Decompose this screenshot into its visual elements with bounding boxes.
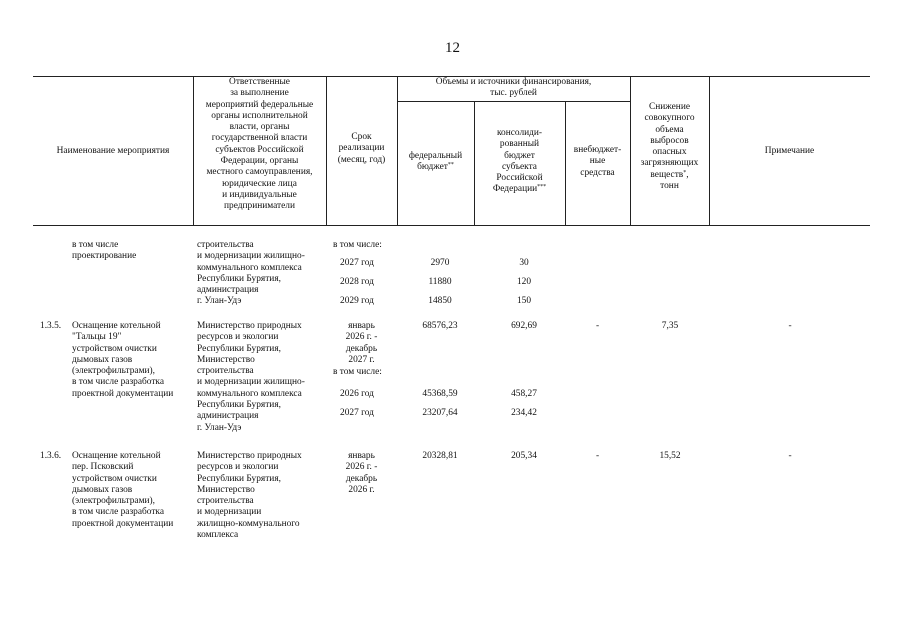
header-reduction-line: опасных bbox=[652, 147, 687, 158]
cont-federal-2: 11880 bbox=[428, 277, 452, 287]
row1-year-2: 2027 год bbox=[340, 408, 374, 418]
row-name-2 bbox=[72, 451, 173, 530]
row-name-line: в том числе разработка bbox=[72, 507, 165, 518]
row-term-2 bbox=[326, 451, 397, 496]
header-responsible-line: субъектов Российской bbox=[215, 144, 304, 155]
cont-regional-1: 30 bbox=[519, 258, 529, 268]
row-responsible-line: Республики Бурятия, bbox=[197, 473, 281, 484]
header-financing bbox=[397, 77, 630, 100]
row-term-line: 2026 г. - bbox=[345, 332, 378, 343]
header-responsible-line: предприниматели bbox=[223, 201, 295, 212]
row-responsible-line: и модернизации bbox=[197, 507, 262, 518]
header-responsible-line: Ответственные bbox=[229, 77, 290, 87]
header-term-line: Срок bbox=[351, 132, 372, 142]
row-number-2: 1.3.6. bbox=[40, 451, 62, 461]
cont-year-1: 2027 год bbox=[340, 258, 374, 268]
table-header-bottom-border bbox=[33, 225, 870, 226]
header-reduction-line: загрязняющих bbox=[640, 158, 699, 169]
row-responsible-line: Министерство природных bbox=[197, 321, 302, 331]
row-term-line: декабрь bbox=[345, 343, 378, 354]
cont-federal-3: 14850 bbox=[428, 296, 452, 306]
row1-federal-2: 23207,64 bbox=[422, 408, 458, 418]
header-term bbox=[326, 132, 397, 166]
header-name: Наименование мероприятия bbox=[56, 146, 170, 156]
header-responsible-line: местного самоуправления, bbox=[206, 167, 313, 178]
cont-year-3: 2029 год bbox=[340, 296, 374, 306]
header-responsible-line: за выполнение bbox=[230, 88, 289, 99]
header-reduction-line: выбросов bbox=[650, 135, 689, 146]
row-term-line: январь bbox=[348, 321, 375, 331]
header-term-line: реализации bbox=[338, 143, 385, 154]
header-responsible-line: мероприятий федеральные bbox=[205, 99, 314, 110]
header-consolidated: консолиди- рованный бюджет субъекта Российской Федерации*** bbox=[492, 128, 547, 195]
continuation-responsible bbox=[197, 240, 305, 308]
row1-federal-1: 45368,59 bbox=[422, 389, 458, 399]
row-name-line: дымовых газов bbox=[72, 354, 133, 365]
row-reduction-2: 15,52 bbox=[659, 451, 681, 461]
row-regional-1: 692,69 bbox=[511, 321, 537, 331]
continuation-responsible-line: строительства bbox=[197, 240, 254, 250]
row-name-line: (электрофильтрами), bbox=[72, 496, 155, 507]
row-note-1: - bbox=[788, 321, 792, 331]
row-name-line: Оснащение котельной bbox=[72, 451, 161, 461]
header-responsible-line: органы исполнительной bbox=[211, 110, 308, 121]
header-consolidated-mark: *** bbox=[537, 184, 547, 191]
row-extrabudget-2: - bbox=[595, 451, 600, 461]
row1-year-1: 2026 год bbox=[340, 389, 374, 399]
row-federal-2: 20328,81 bbox=[422, 451, 458, 461]
cont-regional-3: 150 bbox=[516, 296, 532, 306]
row-responsible-line: Республики Бурятия, bbox=[197, 343, 281, 354]
row-responsible-line: коммунального комплекса bbox=[197, 388, 302, 399]
header-responsible-line: государственной власти bbox=[211, 133, 308, 144]
header-financing-line: тыс. рублей bbox=[490, 88, 537, 99]
header-responsible-line: Федерации, органы bbox=[220, 156, 299, 167]
row-responsible-line: строительства bbox=[197, 366, 254, 377]
row-name-1 bbox=[72, 321, 173, 400]
header-extrabudget-line: средства bbox=[580, 167, 615, 178]
header-reduction-line: объема bbox=[655, 124, 684, 135]
row-responsible-line: Министерство природных bbox=[197, 451, 302, 461]
row-responsible-2 bbox=[197, 451, 302, 541]
continuation-responsible-line: Республики Бурятия, bbox=[197, 273, 281, 284]
row-responsible-line: строительства bbox=[197, 496, 254, 507]
continuation-name bbox=[72, 240, 136, 263]
header-federal-mark: ** bbox=[447, 162, 454, 169]
row-name-line: устройством очистки bbox=[72, 473, 157, 484]
header-extrabudget-line: внебюджет- bbox=[573, 145, 622, 155]
row-responsible-line: администрация bbox=[197, 411, 259, 422]
header-federal: федеральный бюджет** bbox=[408, 151, 463, 173]
header-responsible bbox=[193, 77, 326, 213]
continuation-name-line: в том числе bbox=[72, 240, 119, 250]
header-term-line: (месяц, год) bbox=[337, 154, 386, 165]
row-term-line: 2026 г. - bbox=[345, 462, 378, 473]
cont-regional-2: 120 bbox=[516, 277, 532, 287]
row-name-line: в том числе разработка bbox=[72, 377, 165, 388]
row-responsible-line: г. Улан-Удэ bbox=[197, 422, 242, 433]
row-term-line: январь bbox=[348, 451, 375, 461]
financing-subheader-divider bbox=[397, 101, 630, 102]
row-name-line: (электрофильтрами), bbox=[72, 366, 155, 377]
row-extrabudget-1: - bbox=[595, 321, 600, 331]
row-name-line: дымовых газов bbox=[72, 484, 133, 495]
header-reduction-mark: * bbox=[683, 169, 687, 176]
row-name-line: "Тальцы 19" bbox=[72, 332, 122, 343]
row-responsible-line: Республики Бурятия, bbox=[197, 400, 281, 411]
header-responsible-line: власти, органы bbox=[229, 122, 290, 133]
continuation-responsible-line: и модернизации жилищно- bbox=[197, 251, 305, 262]
row-including-1: в том числе: bbox=[333, 367, 382, 377]
row-responsible-line: Министерство bbox=[197, 354, 255, 365]
row-responsible-1 bbox=[197, 321, 305, 434]
cont-federal-1: 2970 bbox=[430, 258, 450, 268]
row-term-line: 2026 г. bbox=[348, 484, 375, 495]
row-name-line: пер. Псковский bbox=[72, 462, 134, 473]
row-responsible-line: Министерство bbox=[197, 484, 255, 495]
header-responsible-line: юридические лица bbox=[222, 178, 297, 189]
row-term-line: декабрь bbox=[345, 473, 378, 484]
row-note-2: - bbox=[788, 451, 792, 461]
header-note: Примечание bbox=[764, 146, 815, 156]
header-reduction-line: тонн bbox=[660, 181, 679, 192]
header-reduction-line: совокупного bbox=[644, 113, 695, 124]
page-number: 12 bbox=[445, 40, 460, 56]
header-responsible-line: и индивидуальные bbox=[222, 189, 297, 200]
row-regional-2: 205,34 bbox=[511, 451, 537, 461]
row-term-line: 2027 г. bbox=[348, 354, 375, 365]
header-financing-line: Объемы и источники финансирования, bbox=[435, 77, 592, 87]
row1-regional-1: 458,27 bbox=[511, 389, 537, 399]
row-name-line: проектной документации bbox=[72, 518, 174, 529]
header-extrabudget bbox=[565, 145, 630, 179]
row-federal-1: 68576,23 bbox=[422, 321, 458, 331]
continuation-responsible-line: г. Улан-Удэ bbox=[197, 296, 242, 307]
row-name-line: проектной документации bbox=[72, 388, 174, 399]
cont-year-2: 2028 год bbox=[340, 277, 374, 287]
row-responsible-line: ресурсов и экологии bbox=[197, 462, 279, 473]
row-term-1 bbox=[326, 321, 397, 366]
row-number-1: 1.3.5. bbox=[40, 321, 62, 331]
header-reduction bbox=[630, 102, 709, 192]
header-reduction-line: Снижение bbox=[649, 102, 690, 112]
row-name-line: устройством очистки bbox=[72, 343, 157, 354]
continuation-name-line: проектирование bbox=[72, 251, 137, 262]
row1-regional-2: 234,42 bbox=[511, 408, 537, 418]
continuation-responsible-line: коммунального комплекса bbox=[197, 262, 302, 273]
row-responsible-line: и модернизации жилищно- bbox=[197, 377, 305, 388]
row-responsible-line: ресурсов и экологии bbox=[197, 332, 279, 343]
continuation-responsible-line: администрация bbox=[197, 285, 259, 296]
row-name-line: Оснащение котельной bbox=[72, 321, 161, 331]
header-extrabudget-line: ные bbox=[589, 156, 606, 167]
row-responsible-line: жилищно-коммунального bbox=[197, 518, 300, 529]
row-reduction-1: 7,35 bbox=[661, 321, 679, 331]
row-responsible-line: комплекса bbox=[197, 530, 239, 541]
header-reduction-line: веществ*, bbox=[650, 169, 689, 180]
continuation-including: в том числе: bbox=[333, 240, 382, 250]
